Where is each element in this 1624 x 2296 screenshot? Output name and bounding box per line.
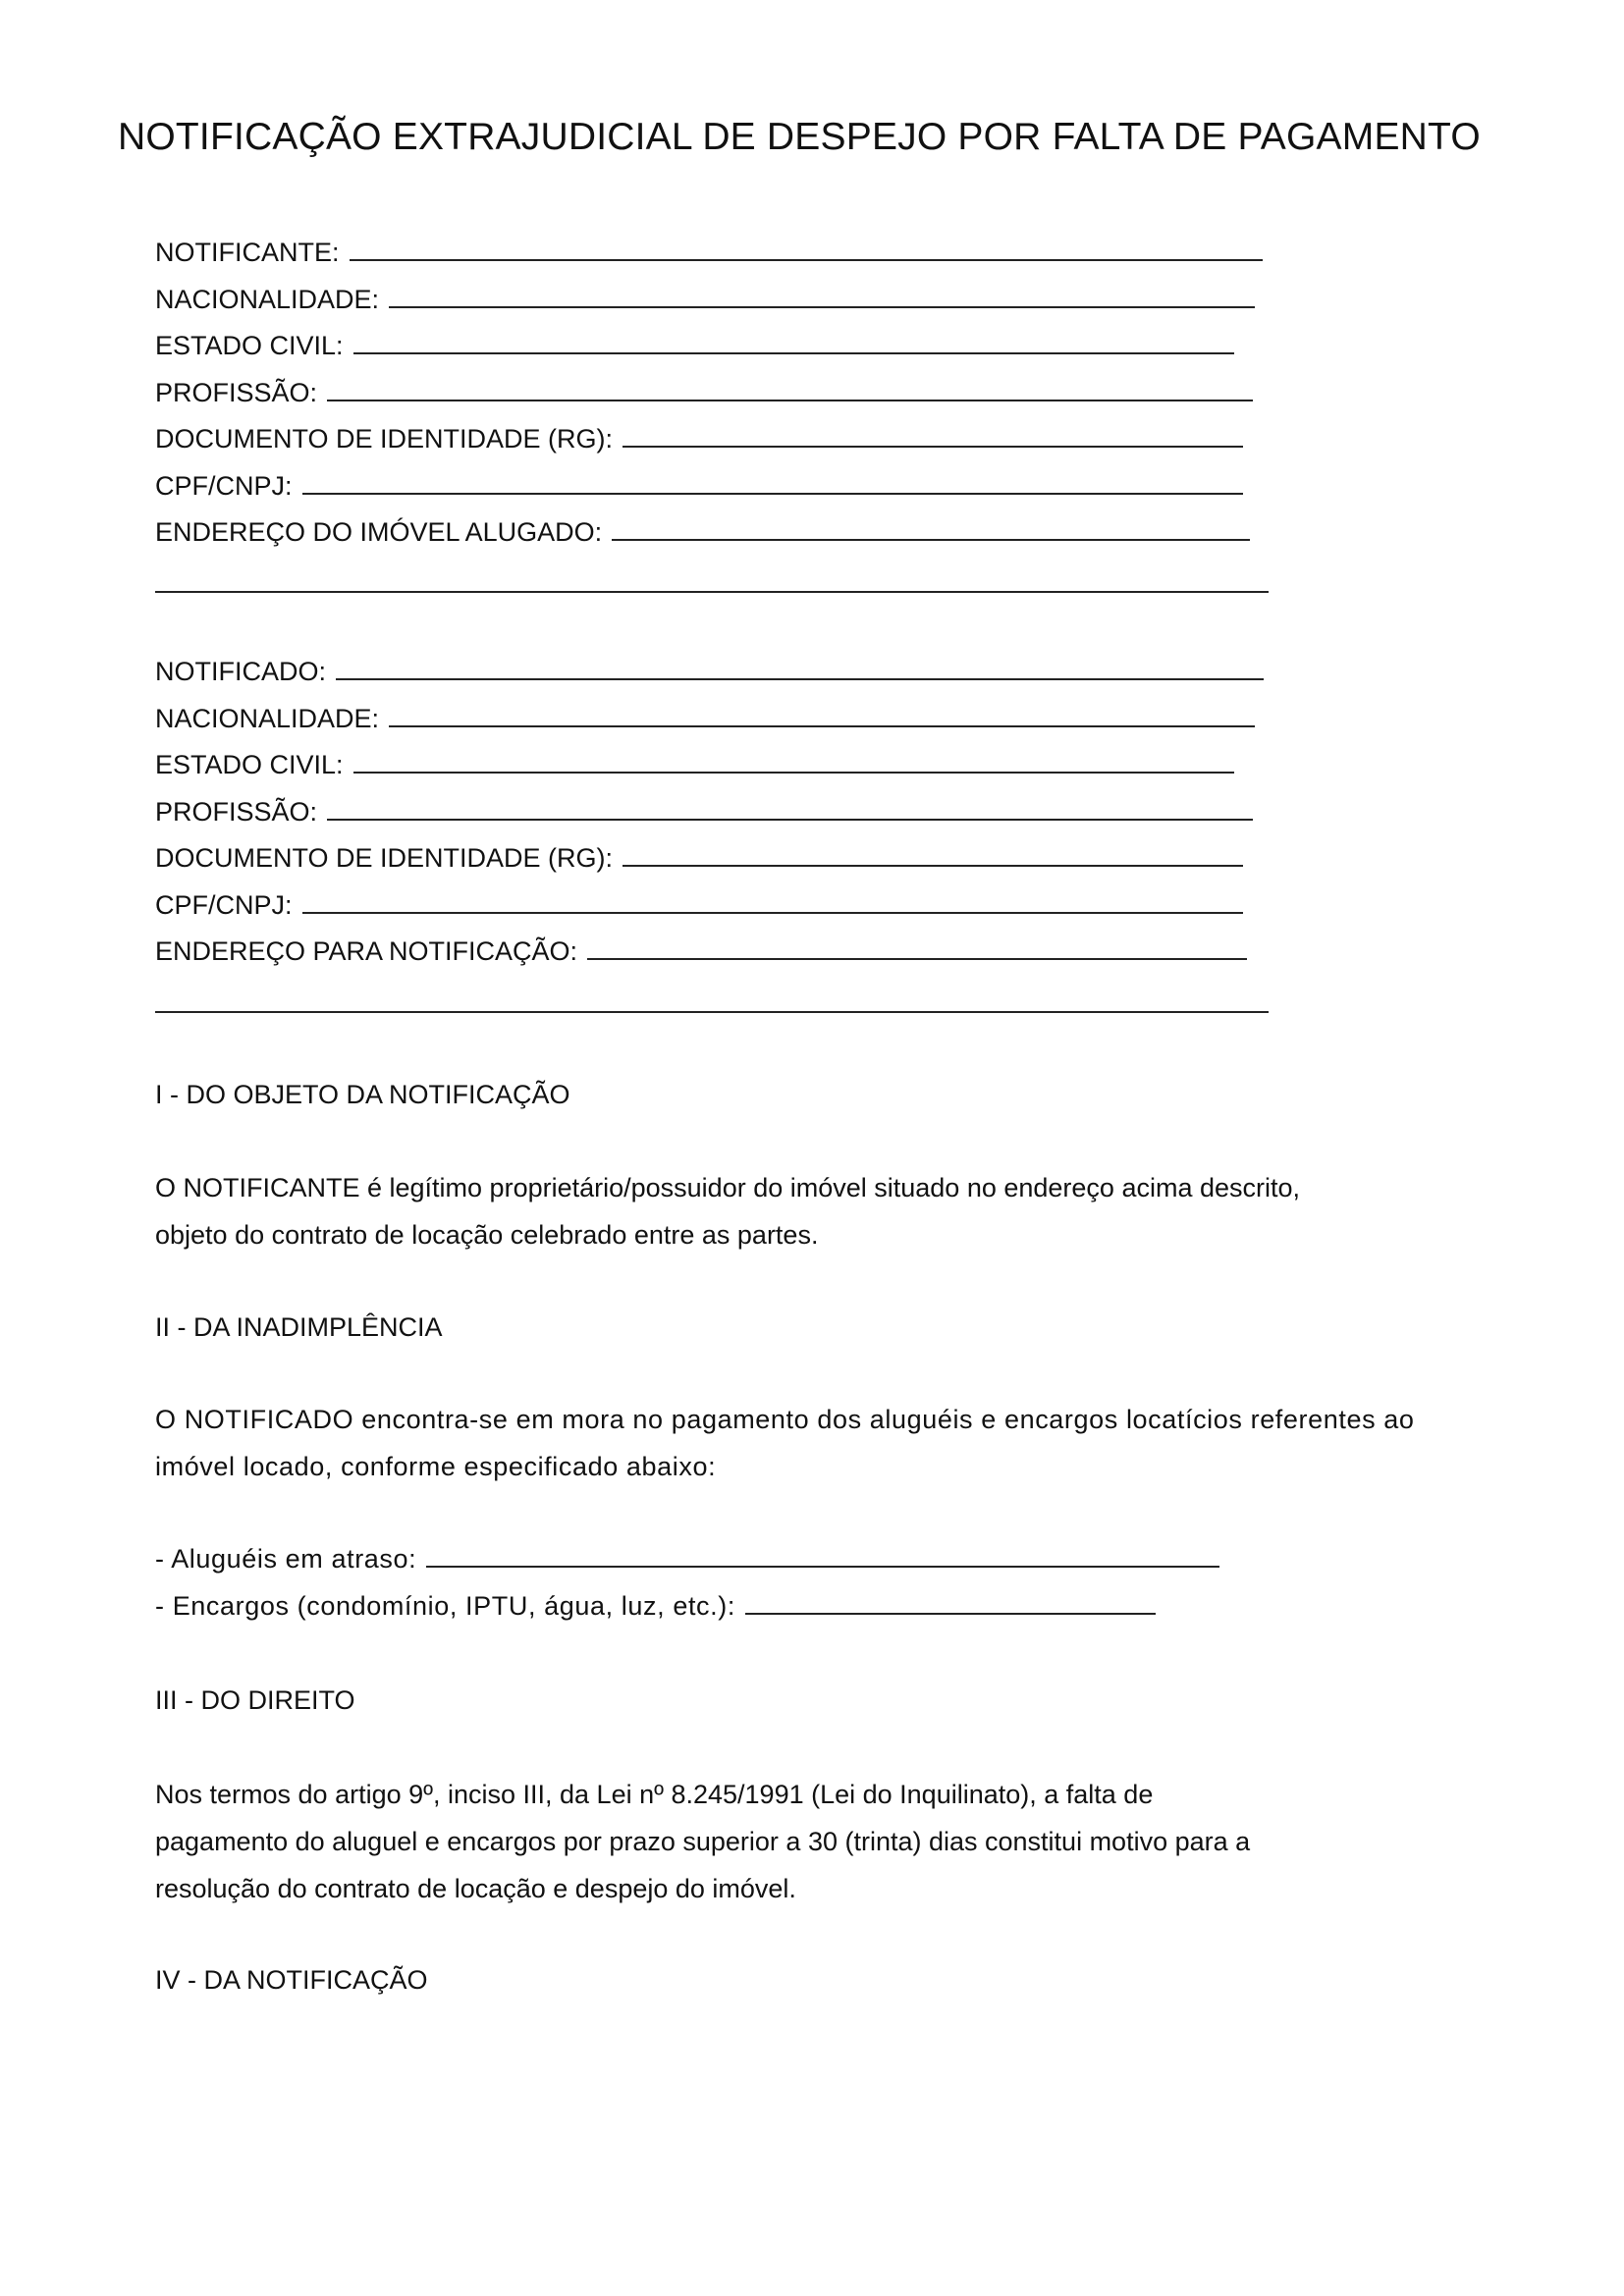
- notificante-cpf-field: [155, 469, 1243, 503]
- field-label: PROFISSÃO:: [155, 378, 318, 407]
- field-label: - Encargos (condomínio, IPTU, água, luz, etc.):: [155, 1591, 735, 1621]
- notificante-profession-field: [155, 376, 1253, 409]
- field-label: NOTIFICADO:: [155, 657, 326, 686]
- section-2-heading: II - DA INADIMPLÊNCIA: [155, 1312, 443, 1342]
- notificante-address-field: [155, 515, 1250, 549]
- field-label: DOCUMENTO DE IDENTIDADE (RG):: [155, 843, 614, 873]
- fill-line[interactable]: [302, 888, 1243, 914]
- fill-line[interactable]: [612, 515, 1250, 541]
- field-label: DOCUMENTO DE IDENTIDADE (RG):: [155, 424, 614, 454]
- field-label: CPF/CNPJ:: [155, 471, 293, 501]
- field-label: PROFISSÃO:: [155, 797, 318, 827]
- fill-line[interactable]: [336, 655, 1264, 680]
- overdue-charges-field: [155, 1589, 1156, 1623]
- fill-line[interactable]: [353, 329, 1234, 354]
- fill-line[interactable]: [389, 283, 1255, 308]
- notificante-nationality-field: [155, 283, 1255, 316]
- section-1-line-2: objeto do contrato de locação celebrado entre as partes.: [155, 1220, 819, 1250]
- field-label: ESTADO CIVIL:: [155, 750, 344, 779]
- section-3-line-1: Nos termos do artigo 9º, inciso III, da Lei nº 8.245/1991 (Lei do Inquilinato), a falta de: [155, 1780, 1154, 1809]
- notificado-address-field: [155, 934, 1247, 968]
- section-3-line-3: resolução do contrato de locação e despejo do imóvel.: [155, 1874, 796, 1903]
- notificante-id-field: [155, 422, 1243, 455]
- notificante-name-field: [155, 236, 1263, 269]
- notificado-profession-field: [155, 795, 1253, 828]
- notificado-cpf-field: [155, 888, 1243, 922]
- section-2-line-2: imóvel locado, conforme especificado abaixo:: [155, 1452, 717, 1481]
- fill-line[interactable]: [350, 236, 1263, 261]
- fill-line[interactable]: [587, 934, 1247, 960]
- document-title: NOTIFICAÇÃO EXTRAJUDICIAL DE DESPEJO POR FALTA DE PAGAMENTO: [118, 116, 1481, 158]
- fill-line[interactable]: [353, 748, 1234, 774]
- notificado-address-continuation-line[interactable]: [155, 1011, 1269, 1013]
- fill-line[interactable]: [623, 841, 1243, 867]
- fill-line[interactable]: [623, 422, 1243, 448]
- field-label: CPF/CNPJ:: [155, 890, 293, 920]
- field-label: NACIONALIDADE:: [155, 285, 380, 314]
- section-1-heading: I - DO OBJETO DA NOTIFICAÇÃO: [155, 1080, 570, 1109]
- field-label: ESTADO CIVIL:: [155, 331, 344, 360]
- fill-line[interactable]: [745, 1589, 1156, 1615]
- overdue-rent-field: [155, 1542, 1219, 1575]
- field-label: NACIONALIDADE:: [155, 704, 380, 733]
- notificado-civil-status-field: [155, 748, 1234, 781]
- notificado-name-field: [155, 655, 1264, 688]
- field-label: NOTIFICANTE:: [155, 238, 340, 267]
- section-1-line-1: O NOTIFICANTE é legítimo proprietário/possuidor do imóvel situado no endereço acima descrito,: [155, 1173, 1301, 1202]
- fill-line[interactable]: [389, 702, 1255, 727]
- notificante-civil-status-field: [155, 329, 1234, 362]
- field-label: ENDEREÇO PARA NOTIFICAÇÃO:: [155, 936, 578, 966]
- field-label: ENDEREÇO DO IMÓVEL ALUGADO:: [155, 517, 603, 547]
- field-label: - Aluguéis em atraso:: [155, 1544, 417, 1574]
- section-3-line-2: pagamento do aluguel e encargos por prazo superior a 30 (trinta) dias constitui motivo para a: [155, 1827, 1251, 1856]
- notificado-id-field: [155, 841, 1243, 875]
- section-2-line-1: O NOTIFICADO encontra-se em mora no pagamento dos aluguéis e encargos locatícios referentes ao: [155, 1405, 1415, 1434]
- section-3-heading: III - DO DIREITO: [155, 1685, 355, 1715]
- notificante-address-continuation-line[interactable]: [155, 591, 1269, 593]
- fill-line[interactable]: [302, 469, 1243, 495]
- fill-line[interactable]: [426, 1542, 1219, 1568]
- fill-line[interactable]: [327, 795, 1253, 821]
- fill-line[interactable]: [327, 376, 1253, 401]
- section-4-heading: IV - DA NOTIFICAÇÃO: [155, 1965, 428, 1995]
- notificado-nationality-field: [155, 702, 1255, 735]
